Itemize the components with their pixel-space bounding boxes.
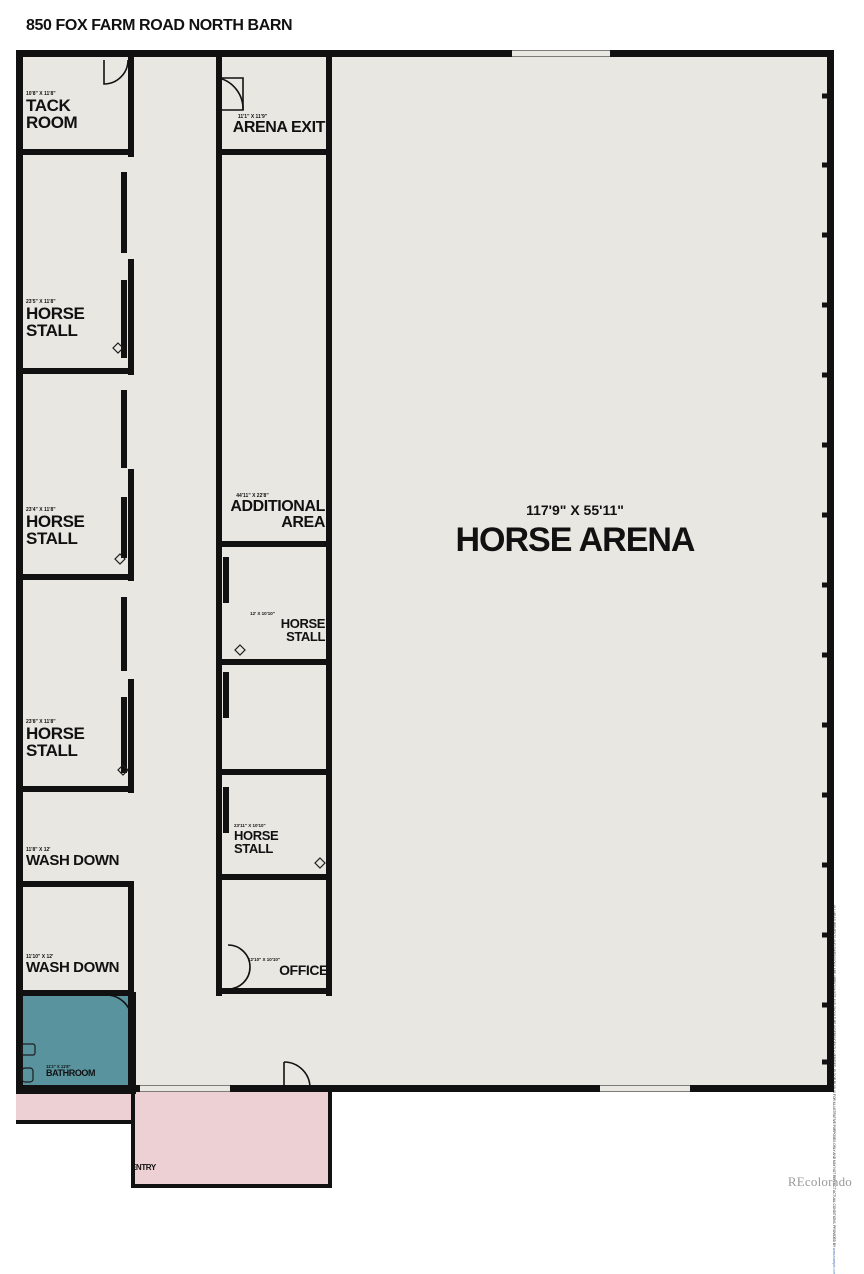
room-label-entry: ENTRY <box>131 1163 156 1172</box>
room-label-office: 12'10" X 10'10" OFFICE <box>248 957 328 978</box>
disclaimer-text: ALL MEASUREMENTS AND DIMENSIONS ARE APPROXIMATE AND SHOULD BE INDEPENDENTLY VERIFIED. FLOOR PLAN IS FOR ILLUSTRATIVE PURPOSES ONLY AND MAY NOT REFLECT ACTUAL CONDITIONS. PROVIDED BY www.example.com <box>832 905 836 1274</box>
room-label-horse-stall-2: 23'4" X 11'8" HORSE STALL <box>26 507 85 549</box>
watermark: REcolorado <box>787 1174 852 1189</box>
room-label-tack-room: 10'8" X 11'8" TACK ROOM <box>26 91 78 133</box>
room-label-horse-stall-1: 23'5" X 11'8" HORSE STALL <box>26 299 85 341</box>
room-label-horse-stall-4: 23'8" X 11'8" HORSE STALL <box>26 719 85 761</box>
room-label-additional-area: 44'11" X 22'8" ADDITIONAL AREA <box>230 493 325 532</box>
room-label-arena-exit: 11'1" X 11'9" ARENA EXIT <box>232 114 325 137</box>
room-label-bathroom: 11'2" X 11'8" BATHROOM <box>46 1064 96 1079</box>
room-label-horse-stall-5: 23'11" X 10'10" HORSE STALL <box>234 823 279 856</box>
room-label-horse-stall-3: 12' X 10'10" HORSE STALL <box>250 611 325 644</box>
room-label-wash-down-1: 11'8" X 12' WASH DOWN <box>26 847 120 870</box>
page-title: 850 FOX FARM ROAD NORTH BARN <box>26 17 293 34</box>
room-label-wash-down-2: 11'10" X 12' WASH DOWN <box>26 954 120 977</box>
disclaimer-link[interactable]: www.example.com <box>832 1247 836 1274</box>
room-label-horse-arena: 117'9" X 55'11" HORSE ARENA <box>455 502 695 560</box>
entry-floor <box>16 1092 330 1188</box>
